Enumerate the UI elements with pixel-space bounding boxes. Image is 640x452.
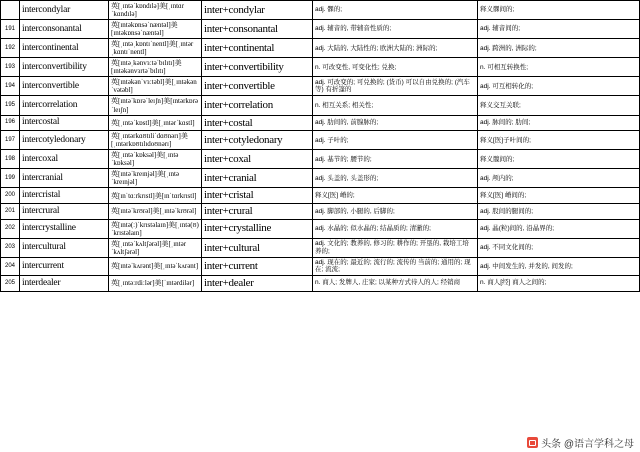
structure-cell: inter+crural xyxy=(202,204,313,220)
table-row xyxy=(1,77,640,96)
definition-cell: adj. 大陆的, 大陆性的; 欧洲大陆的; 洲际的; xyxy=(313,39,478,58)
structure-cell: inter+dealer xyxy=(202,275,313,291)
definition-cell: adj. 文化的; 教养的, 修习的; 耕作的; 开垦的, 栽培工培养的; xyxy=(313,238,478,257)
phonetic-cell: 英[ˌɪntəˌkɒntɪˈnentl]美[ˌɪntərˌkɑntɪˈnentl] xyxy=(109,39,202,58)
structure-cell: inter+cranial xyxy=(202,169,313,188)
row-number: 195 xyxy=(1,96,20,115)
note-cell: adj. 股间的腿间的; xyxy=(478,204,640,220)
table-row xyxy=(1,188,640,204)
note-cell: n. 可相互转换性; xyxy=(478,58,640,77)
definition-cell: adj. 头盖的, 头盖形的; xyxy=(313,169,478,188)
table-row xyxy=(1,115,640,131)
word-cell: intercotyledonary xyxy=(20,131,109,150)
table-row xyxy=(1,257,640,275)
table-row xyxy=(1,275,640,291)
watermark-text: 头条 @语言学科之母 xyxy=(541,439,634,450)
definition-cell: adj. 可改变的; 可兑换的; (货币) 可以自由兑换的; (汽车等) 有折篷的 xyxy=(313,77,478,96)
row-number: 198 xyxy=(1,150,20,169)
phonetic-cell: 英[ˌɪntəˈkɒndɪlə]美[ˌɪntɑrˈkɑndɪlə] xyxy=(109,1,202,20)
table-row xyxy=(1,96,640,115)
row-number: 205 xyxy=(1,275,20,291)
word-cell: intercondylar xyxy=(20,1,109,20)
structure-cell: inter+current xyxy=(202,257,313,275)
row-number: 191 xyxy=(1,20,20,39)
note-cell: adj. 晶(粒)间的, 沿晶界的; xyxy=(478,219,640,238)
phonetic-cell: 英[ˌɪntərkɑʊtɪliˈdɑʊnərɪ]美[ˌɪntərkɒʊtɪlɪdoʊnərɪ] xyxy=(109,131,202,150)
definition-cell: adj. 水晶的; 似水晶的; 结晶质的; 清澈的; xyxy=(313,219,478,238)
structure-cell: inter+continental xyxy=(202,39,313,58)
row-number: 202 xyxy=(1,219,20,238)
word-cell: intercristal xyxy=(20,188,109,204)
note-cell: 释义[医] 嵴间的; xyxy=(478,188,640,204)
note-cell: 释义髁间的; xyxy=(478,1,640,20)
structure-cell: inter+crystalline xyxy=(202,219,313,238)
word-cell: interdealer xyxy=(20,275,109,291)
structure-cell: inter+cotyledonary xyxy=(202,131,313,150)
structure-cell: inter+cultural xyxy=(202,238,313,257)
structure-cell: inter+correlation xyxy=(202,96,313,115)
phonetic-cell: 英[ɪntəˌkənvɜːtəˈbɪlɪtɪ]美[ɪntəkənvɜrtəˈbɪlɪtɪ] xyxy=(109,58,202,77)
structure-cell: inter+coxal xyxy=(202,150,313,169)
phonetic-cell: 英[ɪntəˈkɒrəˈleɪʃn]美[ɪntərkɒrəˈleɪʃn] xyxy=(109,96,202,115)
word-cell: interconvertibility xyxy=(20,58,109,77)
phonetic-cell: 英[ˌɪntəˈkɒksəl]美[ˌɪntəˈkɒksəl] xyxy=(109,150,202,169)
phonetic-cell: 英[ɪntəˈkrʊrəl]美[ˌɪntəˈkrʊrəl] xyxy=(109,204,202,220)
word-cell: intercranial xyxy=(20,169,109,188)
structure-cell: inter+cristal xyxy=(202,188,313,204)
note-cell: n. 商人[经] 商人之间的; xyxy=(478,275,640,291)
table-row xyxy=(1,20,640,39)
row-number: 199 xyxy=(1,169,20,188)
row-number: 197 xyxy=(1,131,20,150)
definition-cell: adj. 基节的; 腰节的; xyxy=(313,150,478,169)
word-cell: intercostal xyxy=(20,115,109,131)
table-row xyxy=(1,169,640,188)
table-row xyxy=(1,131,640,150)
phonetic-cell: 英[ɪntəˈkreɪnjəl]美[ˌɪntəˈkreɪnjəl] xyxy=(109,169,202,188)
phonetic-cell: 英[ˌɪntəːrdiːlər]美[ˈɪntərdilər] xyxy=(109,275,202,291)
note-cell: 释义交互关联; xyxy=(478,96,640,115)
table-row xyxy=(1,39,640,58)
definition-cell: adj. 现在的; 最近的; 流行的; 流传的 当前的; 通用的; 现在; 流流; xyxy=(313,257,478,275)
phonetic-cell: 英[ɪntəˈkʌrənt]美[ˌɪntəˈkʌrənt] xyxy=(109,257,202,275)
table-row xyxy=(1,238,640,257)
definition-cell: adj. 脚部的, 小腿的, 后脚的; xyxy=(313,204,478,220)
row-number xyxy=(1,1,20,20)
definition-cell: n. 可改变性, 可变化性; 兑换; xyxy=(313,58,478,77)
note-cell: adj. 可互相转化的; xyxy=(478,77,640,96)
row-number: 200 xyxy=(1,188,20,204)
note-cell: adj. 脉间的; 肋间; xyxy=(478,115,640,131)
phonetic-cell: 英[ˌɪntəˈkʌltʃərəl]美[ˌɪntərˈkʌltʃərəl] xyxy=(109,238,202,257)
table-row xyxy=(1,150,640,169)
definition-cell: adj. 辅音的, 带辅音性质的; xyxy=(313,20,478,39)
structure-cell: inter+condylar xyxy=(202,1,313,20)
table-row xyxy=(1,219,640,238)
watermark xyxy=(525,435,636,450)
note-cell: adj. 辅音间的; xyxy=(478,20,640,39)
word-cell: intercultural xyxy=(20,238,109,257)
definition-cell: n. 商人; 发牌人, 庄家; 以某种方式待人的人; 经销商 xyxy=(313,275,478,291)
word-cell: intercrystalline xyxy=(20,219,109,238)
word-cell: intercontinental xyxy=(20,39,109,58)
structure-cell: inter+consonantal xyxy=(202,20,313,39)
definition-cell: 释义[医] 嵴的; xyxy=(313,188,478,204)
row-number: 196 xyxy=(1,115,20,131)
row-number: 204 xyxy=(1,257,20,275)
word-cell: intercurrent xyxy=(20,257,109,275)
toutiao-logo-icon xyxy=(527,437,538,448)
word-cell: interconvertible xyxy=(20,77,109,96)
row-number: 192 xyxy=(1,39,20,58)
definition-cell: adj. 肋间的, 前腺脉的; xyxy=(313,115,478,131)
definition-cell: adj. 髁的; xyxy=(313,1,478,20)
row-number: 201 xyxy=(1,204,20,220)
definition-cell: n. 相互关系; 相关性; xyxy=(313,96,478,115)
table-body xyxy=(1,1,640,292)
structure-cell: inter+convertibility xyxy=(202,58,313,77)
note-cell: adj. 颅内的; xyxy=(478,169,640,188)
phonetic-cell: 英[ˌɪntəˈkɒstl]美[ˌɪntərˈkɑstl] xyxy=(109,115,202,131)
note-cell: adj. 不同文化间的; xyxy=(478,238,640,257)
structure-cell: inter+costal xyxy=(202,115,313,131)
word-cell: interconsonantal xyxy=(20,20,109,39)
note-cell: adj. 中间发生的, 并发的, 间发的; xyxy=(478,257,640,275)
phonetic-cell: 英[ɪntəkɒnsəˈnæntəl]美[ɪntəkɒnsəˈnæntəl] xyxy=(109,20,202,39)
table-row xyxy=(1,1,640,20)
word-cell: intercorrelation xyxy=(20,96,109,115)
phonetic-cell: 英[ɪntə(ː)ˈkrɪstəlaɪn]美[ˌɪntə(ʊ)ˈkrɪstəlaɪn] xyxy=(109,219,202,238)
definition-cell: adj. 子叶的; xyxy=(313,131,478,150)
row-number: 194 xyxy=(1,77,20,96)
phonetic-cell: 英[ɪnˈtɑːrkrɪstl]美[ɪnˈtɑrkrɪstl] xyxy=(109,188,202,204)
word-cell: intercoxal xyxy=(20,150,109,169)
row-number: 193 xyxy=(1,58,20,77)
note-cell: 释义[医]子叶间的; xyxy=(478,131,640,150)
note-cell: 释义髋间的; xyxy=(478,150,640,169)
note-cell: adj. 跨洲的, 洲际的; xyxy=(478,39,640,58)
structure-cell: inter+convertible xyxy=(202,77,313,96)
phonetic-cell: 英[ɪntəkənˈvɜːtəbl]美[ˌɪntəkənˈvətəbl] xyxy=(109,77,202,96)
word-cell: intercrural xyxy=(20,204,109,220)
table-row xyxy=(1,204,640,220)
row-number: 203 xyxy=(1,238,20,257)
table-row xyxy=(1,58,640,77)
